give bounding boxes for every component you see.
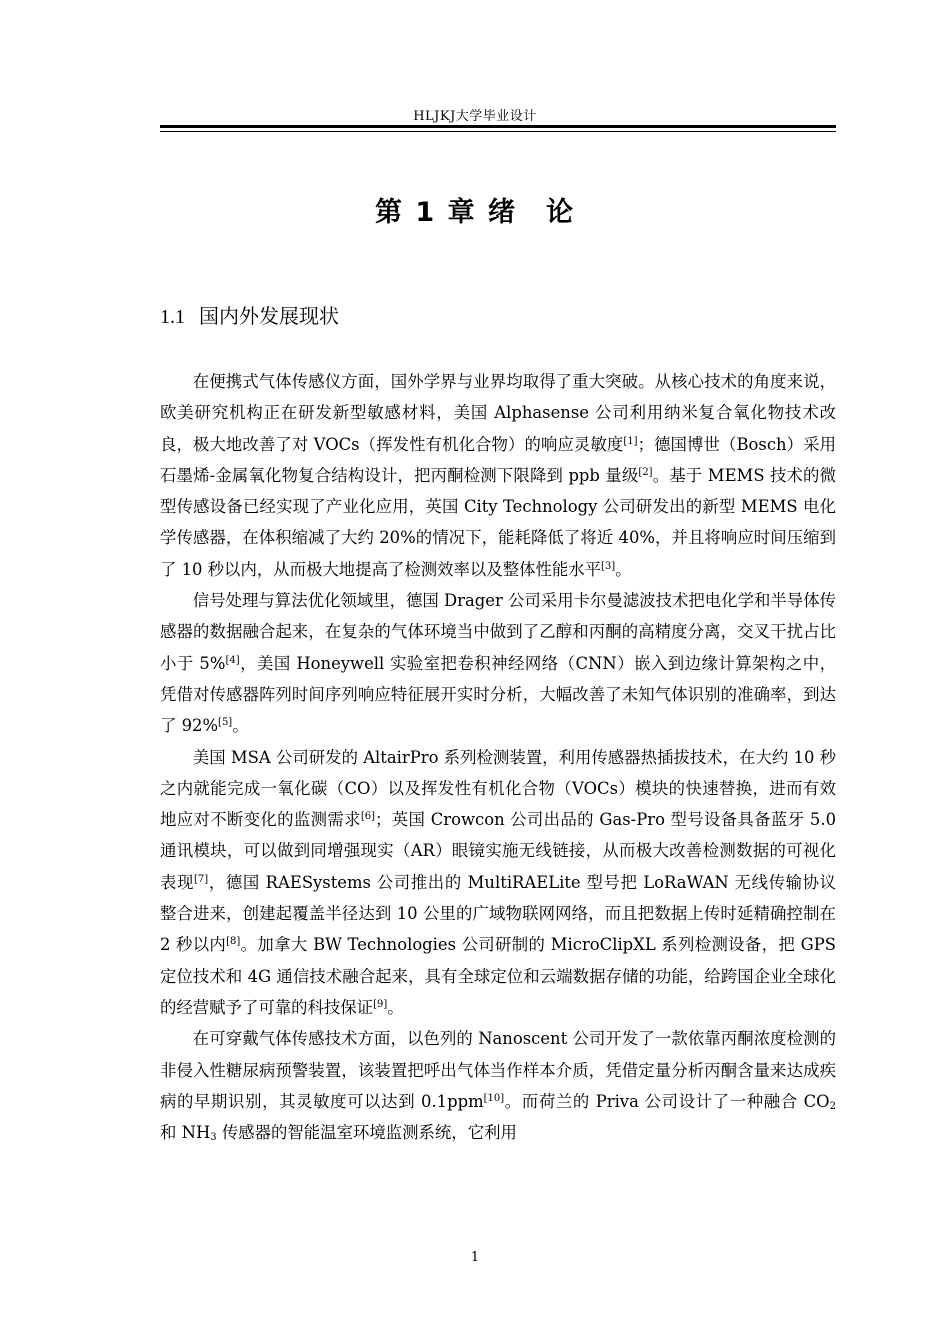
running-header: HLJKJ大学毕业设计 <box>413 109 537 124</box>
text-run: 。 <box>615 559 632 579</box>
text-run: 在可穿戴气体传感技术方面，以色列的 Nanoscent 公司开发了一款依靠丙酮浓度检测的非侵入性糖尿病预警装置，该装置把呼出气体当作样本介质，凭借定量分析丙酮含量来达成疾病的早期识别，其灵敏度可以达到 0.1ppm <box>160 1029 836 1111</box>
text-run: ，美国 Honeywell 实验室把卷积神经网络（CNN）嵌入到边缘计算架构之中，凭借对传感器阵列时间序列响应特征展开实时分析，大幅改善了未知气体识别的准确率，到达了 92% <box>160 653 836 736</box>
text-run: 。基于 MEMS 技术的微型传感设备已经实现了产业化应用，英国 City Technology 公司研发出的新型 MEMS 电化学传感器，在体积缩减了大约 20%的情况下，能耗降低了将近 40%，并且将响应时间压缩到了 10 秒以内，从而极大地提高了检测效率以及整体性能水平 <box>160 465 837 579</box>
section-heading <box>160 300 339 329</box>
text-run: ；德国博世（Bosch）采用石墨烯-金属氧化物复合结构设计，把丙酮检测下限降到 ppb 量级 <box>160 434 837 485</box>
paragraph-1 <box>160 366 836 585</box>
citation-ref: [4] <box>225 654 240 666</box>
citation-ref: [7] <box>194 873 209 885</box>
citation-ref: [1] <box>623 435 638 447</box>
text-run: 。 <box>232 716 249 736</box>
text-run: 美国 MSA 公司研发的 AltairPro 系列检测装置，利用传感器热插拔技术，在大约 10 秒之内就能完成一氧化碳（CO）以及挥发性有机化合物（VOCs）模块的快速替换，进而有效地应对不断变化的监测需求 <box>160 747 836 830</box>
text-run: 和 NH <box>160 1123 211 1143</box>
citation-ref: [3] <box>601 560 616 572</box>
text-run: 在便携式气体传感仪方面，国外学界与业界均取得了重大突破。从核心技术的角度来说，欧美研究机构正在研发新型敏感材料，美国 Alphasense 公司利用纳米复合氧化物技术改良，极大地改善了对 VOCs（挥发性有机化合物）的响应灵敏度 <box>160 372 836 454</box>
text-run: ，德国 RAESystems 公司推出的 MultiRAELite 型号把 LoRaWAN 无线传输协议整合进来，创建起覆盖半径达到 10 公里的广域物联网网络，而且把数据上传时延精确控制在 2 秒以内 <box>160 872 837 955</box>
text-run: 信号处理与算法优化领域里，德国 Drager 公司采用卡尔曼滤波技术把电化学和半导体传感器的数据融合起来，在复杂的气体环境当中做到了乙醇和丙酮的高精度分离，交叉干扰占比小于 5% <box>160 591 836 673</box>
paragraph-3 <box>160 742 836 1024</box>
text-run: 传感器的智能温室环境监测系统，它利用 <box>216 1123 517 1143</box>
text-run: ；英国 Crowcon 公司出品的 Gas-Pro 型号设备具备蓝牙 5.0 通讯模块，可以做到同增强现实（AR）眼镜实施无线链接，从而极大改善检测数据的可视化表现 <box>160 810 836 892</box>
header-rule-thin <box>160 131 836 132</box>
paragraph-4 <box>160 1023 836 1148</box>
text-run: 。 <box>387 997 404 1017</box>
citation-ref: [6] <box>360 811 375 823</box>
subscript: 3 <box>210 1132 217 1144</box>
text-run: 。而荷兰的 Priva 公司设计了一种融合 CO <box>504 1091 830 1111</box>
header-rule-thick <box>160 125 836 128</box>
text-run: 。加拿大 BW Technologies 公司研制的 MicroClipXL 系列检测设备，把 GPS 定位技术和 4G 通信技术融合起来，具有全球定位和云端数据存储的功能，给跨国企业全球化的经营赋予了可靠的科技保证 <box>160 935 836 1017</box>
page-number: 1 <box>470 1250 480 1265</box>
chapter-title: 第 1 章 绪 论 <box>375 197 575 228</box>
citation-ref: [9] <box>373 998 388 1010</box>
citation-ref: [2] <box>638 466 653 478</box>
section-number: 1.1 <box>160 306 185 328</box>
section-title-text: 国内外发展现状 <box>199 304 339 328</box>
body-text <box>160 366 836 1148</box>
subscript: 2 <box>829 1100 836 1112</box>
citation-ref: [5] <box>218 717 233 729</box>
citation-ref: [10] <box>483 1092 505 1104</box>
citation-ref: [8] <box>226 936 241 948</box>
paragraph-2 <box>160 585 836 741</box>
